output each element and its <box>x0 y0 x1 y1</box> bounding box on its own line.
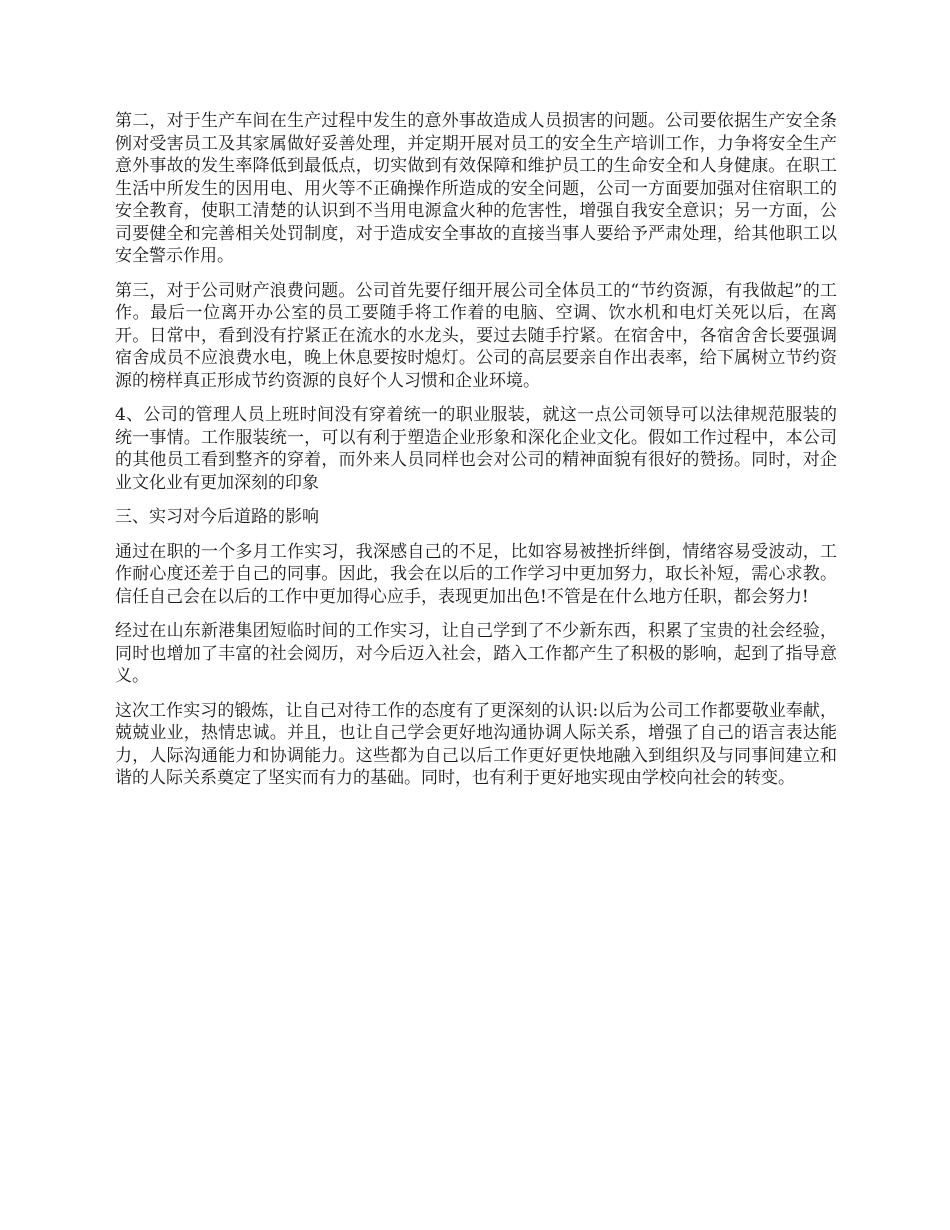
paragraph-conclusion: 这次工作实习的锻炼，让自己对待工作的态度有了更深刻的认识:以后为公司工作都要敬业奉献，兢兢业业，热情忠诚。并且，也让自己学会更好地沟通协调人际关系，增强了自己的语言表达能力，人际沟通能力和协调能力。这些都为自己以后工作更好更快地融入到组织及与同事间建立和谐的人际关系奠定了坚实而有力的基础。同时，也有利于更好地实现由学校向社会的转变。 <box>115 700 837 788</box>
document-body <box>115 110 837 802</box>
paragraph-property-waste: 第三，对于公司财产浪费问题。公司首先要仔细开展公司全体员工的“节约资源，有我做起”的工作。最后一位离开办公室的员工要随手将工作着的电脑、空调、饮水机和电灯关死以后，在离开。日常中，看到没有拧紧正在流水的水龙头，要过去随手拧紧。在宿舍中，各宿舍舍长要强调宿舍成员不应浪费水电，晚上休息要按时熄灯。公司的高层要亲自作出表率，给下属树立节约资源的榜样真正形成节约资源的良好个人习惯和企业环境。 <box>115 280 837 391</box>
paragraph-self-reflection: 通过在职的一个多月工作实习，我深感自己的不足，比如容易被挫折绊倒，情绪容易受波动，工作耐心度还差于自己的同事。因此，我会在以后的工作学习中更加努力，取长补短，需心求教。信任自己会在以后的工作中更加得心应手，表现更加出色!不管是在什么地方任职，都会努力! <box>115 541 837 607</box>
section-heading-future-impact: 三、实习对今后道路的影响 <box>115 507 319 527</box>
paragraph-workshop-safety: 第二，对于生产车间在生产过程中发生的意外事故造成人员损害的问题。公司要依据生产安全条例对受害员工及其家属做好妥善处理，并定期开展对员工的安全生产培训工作，力争将安全生产意外事故的发生率降低到最低点，切实做到有效保障和维护员工的生命安全和人身健康。在职工生活中所发生的因用电、用火等不正确操作所造成的安全问题，公司一方面要加强对住宿职工的安全教育，使职工清楚的认识到不当用电源盒火种的危害性，增强自我安全意识；另一方面，公司要健全和完善相关处罚制度，对于造成安全事故的直接当事人要给予严肃处理，给其他职工以安全警示作用。 <box>115 111 837 266</box>
paragraph-internship-gains: 经过在山东新港集团短临时间的工作实习，让自己学到了不少新东西，积累了宝贵的社会经验，同时也增加了丰富的社会阅历，对今后迈入社会，踏入工作都产生了积极的影响，起到了指导意义。 <box>115 621 837 686</box>
paragraph-uniform: 4、公司的管理人员上班时间没有穿着统一的职业服装，就这一点公司领导可以法律规范服装的统一事情。工作服装统一，可以有利于塑造企业形象和深化企业文化。假如工作过程中，本公司的其他员工看到整齐的穿着，而外来人员同样也会对公司的精神面貌有很好的赞扬。同时，对企业文化业有更加深刻的印象 <box>115 405 837 493</box>
